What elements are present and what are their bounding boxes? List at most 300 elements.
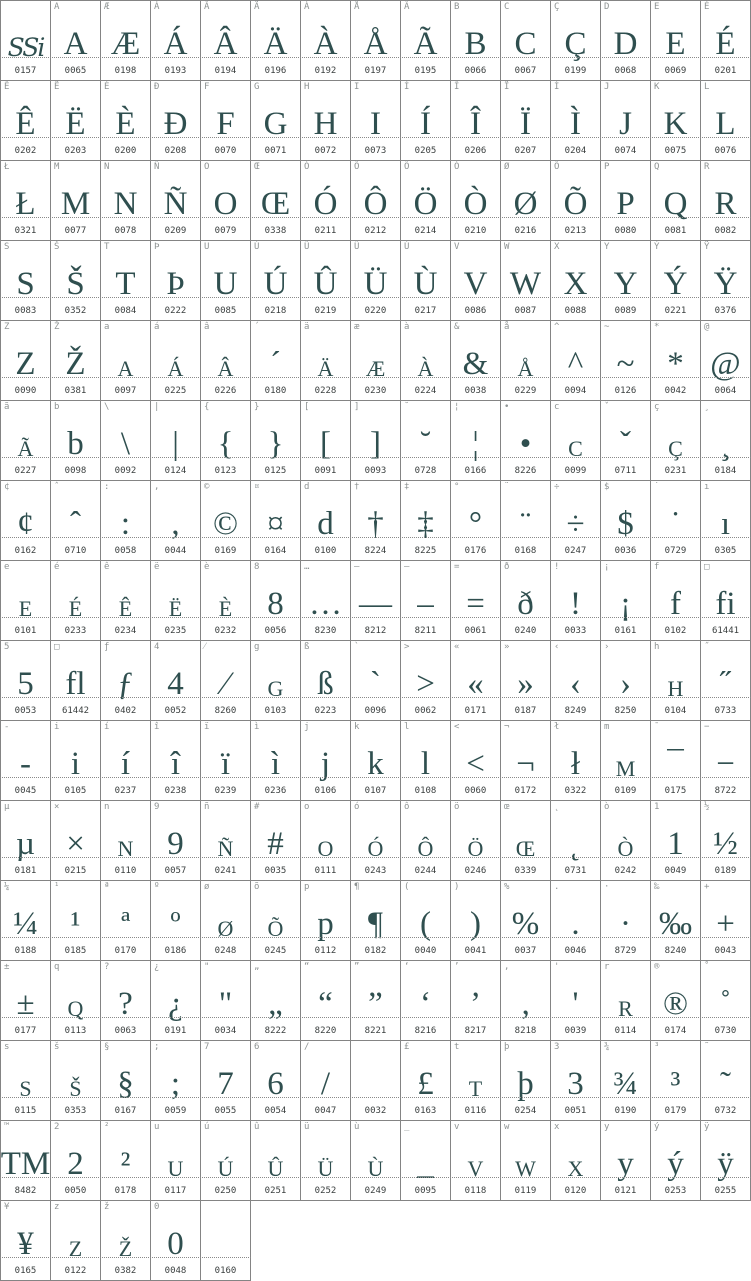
glyph-area [701,81,750,142]
glyph-cell[interactable] [1,1121,51,1201]
glyph-cell[interactable] [651,561,701,641]
glyph-cell[interactable] [551,561,601,641]
glyph-cell[interactable] [301,801,351,881]
cell-code: 0203 [64,146,87,156]
glyph-area [351,721,400,782]
glyph-cell[interactable] [551,481,601,561]
glyph-cell[interactable] [151,81,201,161]
glyph-cell[interactable] [701,401,751,481]
glyph-cell[interactable] [1,721,51,801]
glyph-cell[interactable] [651,321,701,401]
glyph-cell[interactable] [251,321,301,401]
glyph-cell[interactable] [651,1121,701,1201]
glyph-cell[interactable] [551,241,601,321]
cell-code: 8216 [414,1026,437,1036]
glyph-cell[interactable] [101,241,151,321]
glyph-cell[interactable] [151,1121,201,1201]
glyph-cell[interactable] [651,401,701,481]
glyph-cell[interactable] [551,1121,601,1201]
cell-glyph: Ø [217,915,234,941]
glyph-cell[interactable] [151,721,201,801]
glyph-cell[interactable] [451,1121,501,1201]
glyph-cell[interactable] [551,1,601,81]
glyph-cell[interactable] [551,801,601,881]
glyph-cell[interactable] [51,1201,101,1281]
glyph-cell[interactable] [401,641,451,721]
glyph-cell[interactable] [251,1121,301,1201]
glyph-cell[interactable] [251,81,301,161]
glyph-area [201,721,250,782]
glyph-cell[interactable] [101,881,151,961]
glyph-cell[interactable] [1,241,51,321]
glyph-cell[interactable] [601,81,651,161]
glyph-cell[interactable] [201,1,251,81]
glyph-cell[interactable] [401,321,451,401]
glyph-cell[interactable] [51,561,101,641]
glyph-cell[interactable] [1,161,51,241]
glyph-cell[interactable] [451,1,501,81]
glyph-cell[interactable] [301,641,351,721]
glyph-cell[interactable] [501,241,551,321]
glyph-cell[interactable] [201,401,251,481]
cell-code: 0054 [264,1106,287,1116]
glyph-cell[interactable] [201,641,251,721]
glyph-cell[interactable] [501,561,551,641]
glyph-cell[interactable] [651,481,701,561]
glyph-cell[interactable] [51,161,101,241]
cell-label: l [404,722,409,732]
glyph-cell[interactable] [201,961,251,1041]
glyph-cell[interactable] [51,641,101,721]
glyph-cell[interactable] [501,481,551,561]
glyph-cell[interactable] [651,961,701,1041]
glyph-cell[interactable] [251,801,301,881]
cell-glyph: O [213,185,238,222]
cell-glyph: Ú [263,265,288,302]
glyph-area [101,1201,150,1261]
glyph-cell[interactable] [601,241,651,321]
glyph-cell[interactable] [701,561,751,641]
glyph-cell[interactable] [51,401,101,481]
cell-code: 0228 [314,386,337,396]
glyph-cell[interactable] [701,161,751,241]
glyph-cell[interactable] [401,401,451,481]
glyph-cell[interactable] [301,721,351,801]
glyph-cell[interactable] [651,241,701,321]
glyph-cell[interactable] [251,961,301,1041]
glyph-cell[interactable] [551,641,601,721]
glyph-area [701,321,750,382]
cell-code: 61442 [61,706,90,716]
glyph-cell[interactable] [151,961,201,1041]
glyph-cell[interactable] [601,801,651,881]
glyph-cell[interactable] [701,81,751,161]
glyph-cell[interactable] [151,321,201,401]
glyph-cell[interactable] [701,321,751,401]
glyph-cell[interactable] [601,641,651,721]
glyph-cell[interactable] [301,1,351,81]
cell-code: 0212 [364,226,387,236]
glyph-cell[interactable] [451,161,501,241]
cell-glyph: Ç [564,25,587,62]
glyph-cell[interactable] [51,721,101,801]
glyph-cell[interactable] [351,81,401,161]
glyph-cell[interactable] [701,1121,751,1201]
glyph-cell[interactable] [401,801,451,881]
glyph-area [151,721,200,782]
glyph-cell[interactable] [201,481,251,561]
glyph-cell[interactable] [701,881,751,961]
glyph-cell[interactable] [401,481,451,561]
glyph-cell[interactable] [1,1201,51,1281]
glyph-area [451,401,500,462]
glyph-cell[interactable] [351,401,401,481]
glyph-cell[interactable] [101,641,151,721]
cell-label: / [304,1042,309,1052]
glyph-cell[interactable] [701,801,751,881]
glyph-cell[interactable] [301,961,351,1041]
glyph-cell[interactable] [151,401,201,481]
glyph-cell[interactable] [351,801,401,881]
glyph-cell[interactable] [401,161,451,241]
glyph-cell[interactable] [301,321,351,401]
glyph-cell[interactable] [301,241,351,321]
glyph-cell[interactable] [601,321,651,401]
cell-glyph: Œ [515,835,536,861]
glyph-cell[interactable] [451,641,501,721]
cell-code: 0176 [464,546,487,556]
cell-code: 0114 [614,1026,637,1036]
glyph-cell[interactable] [251,641,301,721]
glyph-area [651,721,700,782]
glyph-cell[interactable] [451,881,501,961]
glyph-cell[interactable] [351,161,401,241]
cell-code: 0210 [464,226,487,236]
cell-code: 0230 [364,386,387,396]
glyph-cell[interactable] [151,801,201,881]
cell-code: 0236 [264,786,287,796]
glyph-cell[interactable] [101,321,151,401]
cell-glyph: l [420,745,431,782]
glyph-cell[interactable] [251,721,301,801]
glyph-cell[interactable] [51,241,101,321]
glyph-area [1,161,50,222]
cell-label: 1 [654,802,659,812]
glyph-cell[interactable] [501,1041,551,1121]
glyph-cell[interactable] [1,881,51,961]
cell-label: 6 [254,1042,259,1052]
glyph-area [351,241,400,302]
glyph-cell[interactable] [501,721,551,801]
glyph-cell[interactable] [201,321,251,401]
glyph-cell[interactable] [451,961,501,1041]
glyph-cell[interactable] [301,81,351,161]
glyph-cell[interactable] [501,1,551,81]
glyph-cell[interactable] [401,1,451,81]
glyph-cell[interactable] [151,561,201,641]
glyph-cell[interactable] [451,561,501,641]
glyph-cell[interactable] [601,561,651,641]
glyph-cell[interactable] [501,961,551,1041]
cell-label: Ì [554,82,559,92]
cell-label: ý [654,1122,659,1132]
glyph-area [351,401,400,462]
glyph-cell[interactable] [501,881,551,961]
glyph-cell[interactable] [601,1121,651,1201]
glyph-cell[interactable] [151,881,201,961]
cell-label: k [354,722,359,732]
glyph-cell[interactable] [1,641,51,721]
glyph-cell[interactable] [1,961,51,1041]
glyph-cell[interactable] [351,241,401,321]
cell-code: 0083 [14,306,37,316]
glyph-cell[interactable] [451,321,501,401]
glyph-cell[interactable] [251,481,301,561]
glyph-cell[interactable] [401,721,451,801]
glyph-cell[interactable] [1,561,51,641]
glyph-cell[interactable] [701,961,751,1041]
glyph-cell[interactable] [251,401,301,481]
glyph-cell[interactable] [701,721,751,801]
glyph-cell[interactable] [251,881,301,961]
glyph-cell[interactable] [601,481,651,561]
glyph-cell[interactable] [351,561,401,641]
glyph-cell[interactable] [301,401,351,481]
glyph-cell[interactable] [151,241,201,321]
glyph-cell[interactable] [601,1041,651,1121]
cell-label: ¡ [604,562,609,572]
glyph-area [351,481,400,542]
glyph-cell[interactable] [251,241,301,321]
cell-code: 0078 [114,226,137,236]
glyph-cell[interactable] [1,481,51,561]
glyph-cell[interactable] [101,161,151,241]
glyph-cell[interactable] [651,721,701,801]
glyph-cell[interactable] [51,801,101,881]
glyph-cell[interactable] [201,1041,251,1121]
glyph-cell[interactable] [1,81,51,161]
glyph-cell[interactable] [651,161,701,241]
glyph-cell[interactable] [101,561,151,641]
glyph-area [701,641,750,702]
cell-code: 0233 [64,626,87,636]
glyph-cell[interactable] [601,161,651,241]
cell-label: ï [204,722,209,732]
glyph-cell[interactable] [401,1121,451,1201]
glyph-cell[interactable] [551,1041,601,1121]
glyph-cell[interactable] [51,1121,101,1201]
glyph-cell[interactable] [651,1,701,81]
glyph-cell[interactable] [151,1,201,81]
glyph-area [551,881,600,942]
glyph-cell[interactable] [551,721,601,801]
cell-glyph: 9 [167,825,184,862]
cell-label: å [504,322,509,332]
cell-glyph: – [417,585,434,622]
glyph-cell[interactable] [201,1121,251,1201]
cell-glyph: Õ [563,185,588,222]
glyph-cell[interactable] [551,81,601,161]
cell-code: 0058 [114,546,137,556]
cell-glyph: ˇ [620,425,631,462]
glyph-cell[interactable] [501,161,551,241]
glyph-cell[interactable] [51,881,101,961]
glyph-cell[interactable] [401,1041,451,1121]
cell-glyph: ´ [270,345,281,382]
glyph-cell[interactable] [701,1041,751,1121]
glyph-cell[interactable] [451,721,501,801]
cell-glyph: ð [517,585,534,622]
glyph-cell[interactable] [501,81,551,161]
glyph-cell[interactable] [501,641,551,721]
glyph-cell[interactable] [601,721,651,801]
glyph-cell[interactable] [401,561,451,641]
cell-glyph: N [113,185,138,222]
glyph-cell[interactable] [351,961,401,1041]
glyph-cell[interactable] [101,961,151,1041]
glyph-cell[interactable] [601,401,651,481]
glyph-cell[interactable] [301,1121,351,1201]
glyph-cell[interactable] [551,321,601,401]
glyph-cell[interactable] [351,881,401,961]
glyph-cell[interactable] [201,801,251,881]
cell-label: V [454,242,459,252]
cell-glyph: „ [268,985,283,1022]
glyph-cell[interactable] [301,161,351,241]
glyph-cell[interactable] [301,481,351,561]
glyph-cell[interactable] [351,721,401,801]
glyph-cell[interactable] [551,961,601,1041]
glyph-cell[interactable] [51,481,101,561]
glyph-cell[interactable] [51,321,101,401]
glyph-cell[interactable] [651,801,701,881]
glyph-cell[interactable] [451,481,501,561]
glyph-cell[interactable] [251,1,301,81]
glyph-cell[interactable] [501,1121,551,1201]
glyph-cell[interactable] [101,81,151,161]
glyph-cell[interactable] [301,561,351,641]
glyph-cell[interactable] [701,241,751,321]
glyph-cell[interactable] [651,881,701,961]
glyph-cell[interactable] [351,1121,401,1201]
glyph-cell[interactable] [201,881,251,961]
glyph-cell[interactable] [451,81,501,161]
glyph-cell[interactable] [201,241,251,321]
glyph-cell[interactable] [1,801,51,881]
cell-code: 0104 [664,706,687,716]
cell-label: ‰ [654,882,659,892]
glyph-cell[interactable] [451,1041,501,1121]
glyph-cell[interactable] [401,241,451,321]
cell-glyph: È [218,595,233,621]
glyph-cell[interactable] [1,321,51,401]
glyph-cell[interactable] [351,481,401,561]
glyph-cell[interactable] [101,1,151,81]
glyph-cell[interactable] [1,401,51,481]
glyph-cell[interactable] [51,1041,101,1121]
glyph-cell[interactable] [101,481,151,561]
glyph-cell[interactable] [701,481,751,561]
glyph-cell[interactable] [601,1,651,81]
glyph-cell[interactable] [201,1201,251,1281]
glyph-cell[interactable] [301,881,351,961]
glyph-cell[interactable] [51,961,101,1041]
glyph-cell[interactable] [351,1041,401,1121]
cell-label: F [204,82,209,92]
glyph-cell[interactable] [51,81,101,161]
glyph-cell[interactable] [651,641,701,721]
glyph-cell[interactable] [551,161,601,241]
glyph-cell[interactable] [451,401,501,481]
glyph-area [1,241,50,302]
glyph-cell[interactable] [501,321,551,401]
glyph-cell[interactable] [351,321,401,401]
glyph-cell[interactable] [201,81,251,161]
glyph-cell[interactable] [601,961,651,1041]
glyph-cell[interactable] [101,1041,151,1121]
glyph-cell[interactable] [101,801,151,881]
glyph-cell[interactable] [1,1,51,81]
glyph-cell[interactable] [451,801,501,881]
glyph-cell[interactable] [601,881,651,961]
glyph-cell[interactable] [101,401,151,481]
cell-glyph: 5 [17,665,34,702]
glyph-cell[interactable] [551,881,601,961]
glyph-cell[interactable] [701,641,751,721]
cell-glyph: X [563,265,588,302]
glyph-cell[interactable] [651,1041,701,1121]
glyph-cell[interactable] [201,561,251,641]
glyph-area [101,241,150,302]
glyph-area [501,961,550,1022]
glyph-area [201,161,250,222]
glyph-cell[interactable] [251,1041,301,1121]
cell-glyph: G [263,105,288,142]
glyph-cell[interactable] [351,641,401,721]
glyph-cell[interactable] [701,1,751,81]
glyph-cell[interactable] [401,961,451,1041]
glyph-cell[interactable] [1,1041,51,1121]
glyph-cell[interactable] [501,801,551,881]
glyph-cell[interactable] [101,1121,151,1201]
cell-code: 0095 [414,1186,437,1196]
glyph-cell[interactable] [401,81,451,161]
cell-code: 0321 [14,226,37,236]
glyph-cell[interactable] [201,161,251,241]
cell-code: 8224 [364,546,387,556]
glyph-cell[interactable] [251,161,301,241]
glyph-cell[interactable] [101,1201,151,1281]
glyph-cell[interactable] [251,561,301,641]
cell-label: 0 [154,1202,159,1212]
glyph-cell[interactable] [101,721,151,801]
glyph-cell[interactable] [551,401,601,481]
glyph-cell[interactable] [151,1041,201,1121]
glyph-cell[interactable] [151,161,201,241]
glyph-cell[interactable] [451,241,501,321]
glyph-cell[interactable] [501,401,551,481]
glyph-cell[interactable] [151,481,201,561]
glyph-cell[interactable] [301,1041,351,1121]
glyph-cell[interactable] [151,1201,201,1281]
glyph-cell[interactable] [401,881,451,961]
glyph-cell[interactable] [351,1,401,81]
glyph-cell[interactable] [151,641,201,721]
cell-label: Û [304,242,309,252]
glyph-cell[interactable] [51,1,101,81]
glyph-cell[interactable] [201,721,251,801]
glyph-cell[interactable] [651,81,701,161]
